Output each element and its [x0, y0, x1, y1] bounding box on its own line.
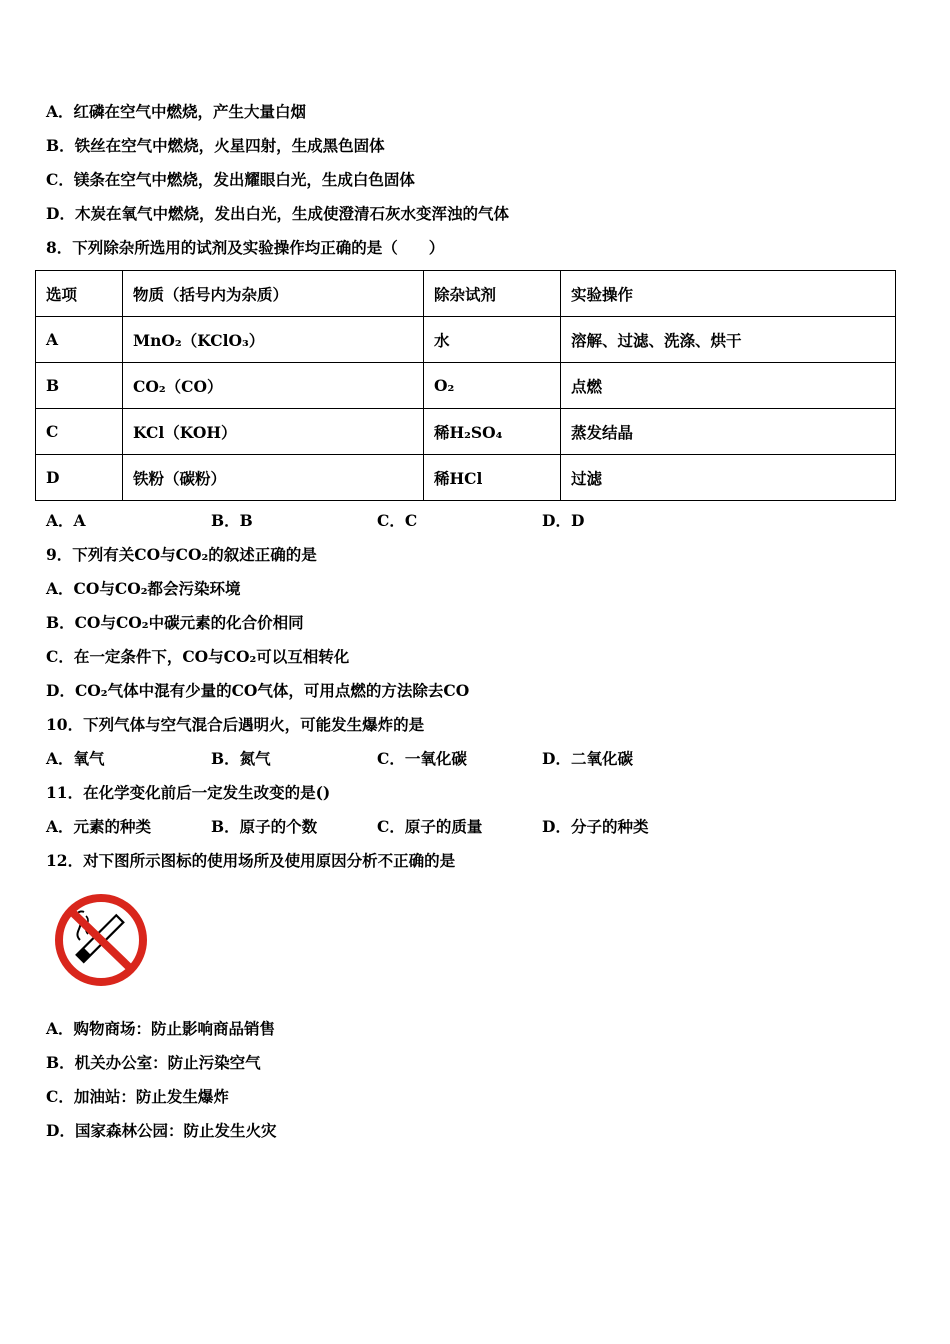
q9-option-a: A．CO与CO₂都会污染环境: [46, 579, 241, 598]
q9-option-b: B．CO与CO₂中碳元素的化合价相同: [46, 613, 304, 632]
table-header-cell: 选项: [36, 271, 123, 317]
q10-stem: 10．下列气体与空气混合后遇明火，可能发生爆炸的是: [46, 715, 425, 734]
table-header-cell: 除杂试剂: [424, 271, 561, 317]
q12-option-c: C．加油站：防止发生爆炸: [46, 1087, 229, 1106]
table-cell-operation: 点燃: [561, 363, 896, 409]
q7-option-a: A．红磷在空气中燃烧，产生大量白烟: [46, 102, 307, 121]
table-cell-reagent: 稀H₂SO₄: [424, 409, 561, 455]
table-row: [36, 455, 896, 501]
q7-option-c: C．镁条在空气中燃烧，发出耀眼白光，生成白色固体: [46, 170, 415, 189]
q10-choice-c: C．一氧化碳: [377, 749, 467, 768]
q7-option-b: B．铁丝在空气中燃烧，火星四射，生成黑色固体: [46, 136, 385, 155]
q12-stem: 12．对下图所示图标的使用场所及使用原因分析不正确的是: [46, 851, 456, 870]
q8-choice-d: D．D: [542, 511, 585, 530]
table-cell-substance: 铁粉（碳粉）: [123, 455, 424, 501]
q9-stem: 9．下列有关CO与CO₂的叙述正确的是: [46, 545, 317, 564]
table-header-cell: 物质（括号内为杂质）: [123, 271, 424, 317]
table-cell-option: D: [36, 455, 123, 501]
table-cell-substance: MnO₂（KClO₃）: [123, 317, 424, 363]
no-smoking-icon: [50, 890, 152, 990]
q10-choice-b: B．氮气: [211, 749, 271, 768]
table-cell-option: A: [36, 317, 123, 363]
q11-choice-c: C．原子的质量: [377, 817, 483, 836]
q11-choice-d: D．分子的种类: [542, 817, 649, 836]
table-cell-substance: KCl（KOH）: [123, 409, 424, 455]
q7-option-d: D．木炭在氧气中燃烧，发出白光，生成使澄清石灰水变浑浊的气体: [46, 204, 509, 223]
q8-choice-b: B．B: [211, 511, 253, 530]
table-row: [36, 317, 896, 363]
table-cell-option: C: [36, 409, 123, 455]
table-cell-reagent: 稀HCl: [424, 455, 561, 501]
q12-option-b: B．机关办公室：防止污染空气: [46, 1053, 261, 1072]
table-cell-operation: 过滤: [561, 455, 896, 501]
q10-choice-a: A．氧气: [46, 749, 105, 768]
table-cell-substance: CO₂（CO）: [123, 363, 424, 409]
q10-choice-d: D．二氧化碳: [542, 749, 633, 768]
table-header-row: [36, 271, 896, 317]
q8-choice-a: A．A: [46, 511, 86, 530]
table-row: [36, 363, 896, 409]
q11-choice-a: A．元素的种类: [46, 817, 152, 836]
q8-table: [35, 270, 896, 501]
q12-option-a: A．购物商场：防止影响商品销售: [46, 1019, 276, 1038]
q8-choice-c: C．C: [377, 511, 418, 530]
table-cell-operation: 蒸发结晶: [561, 409, 896, 455]
q12-option-d: D．国家森林公园：防止发生火灾: [46, 1121, 277, 1140]
table-cell-reagent: O₂: [424, 363, 561, 409]
table-cell-operation: 溶解、过滤、洗涤、烘干: [561, 317, 896, 363]
table-cell-option: B: [36, 363, 123, 409]
q9-option-c: C．在一定条件下，CO与CO₂可以互相转化: [46, 647, 350, 666]
table-header-cell: 实验操作: [561, 271, 896, 317]
table-row: [36, 409, 896, 455]
q9-option-d: D．CO₂气体中混有少量的CO气体，可用点燃的方法除去CO: [46, 681, 470, 700]
q11-stem: 11．在化学变化前后一定发生改变的是(): [46, 783, 331, 802]
q11-choice-b: B．原子的个数: [211, 817, 318, 836]
q8-stem: 8．下列除杂所选用的试剂及实验操作均正确的是（ ）: [46, 238, 445, 257]
table-cell-reagent: 水: [424, 317, 561, 363]
